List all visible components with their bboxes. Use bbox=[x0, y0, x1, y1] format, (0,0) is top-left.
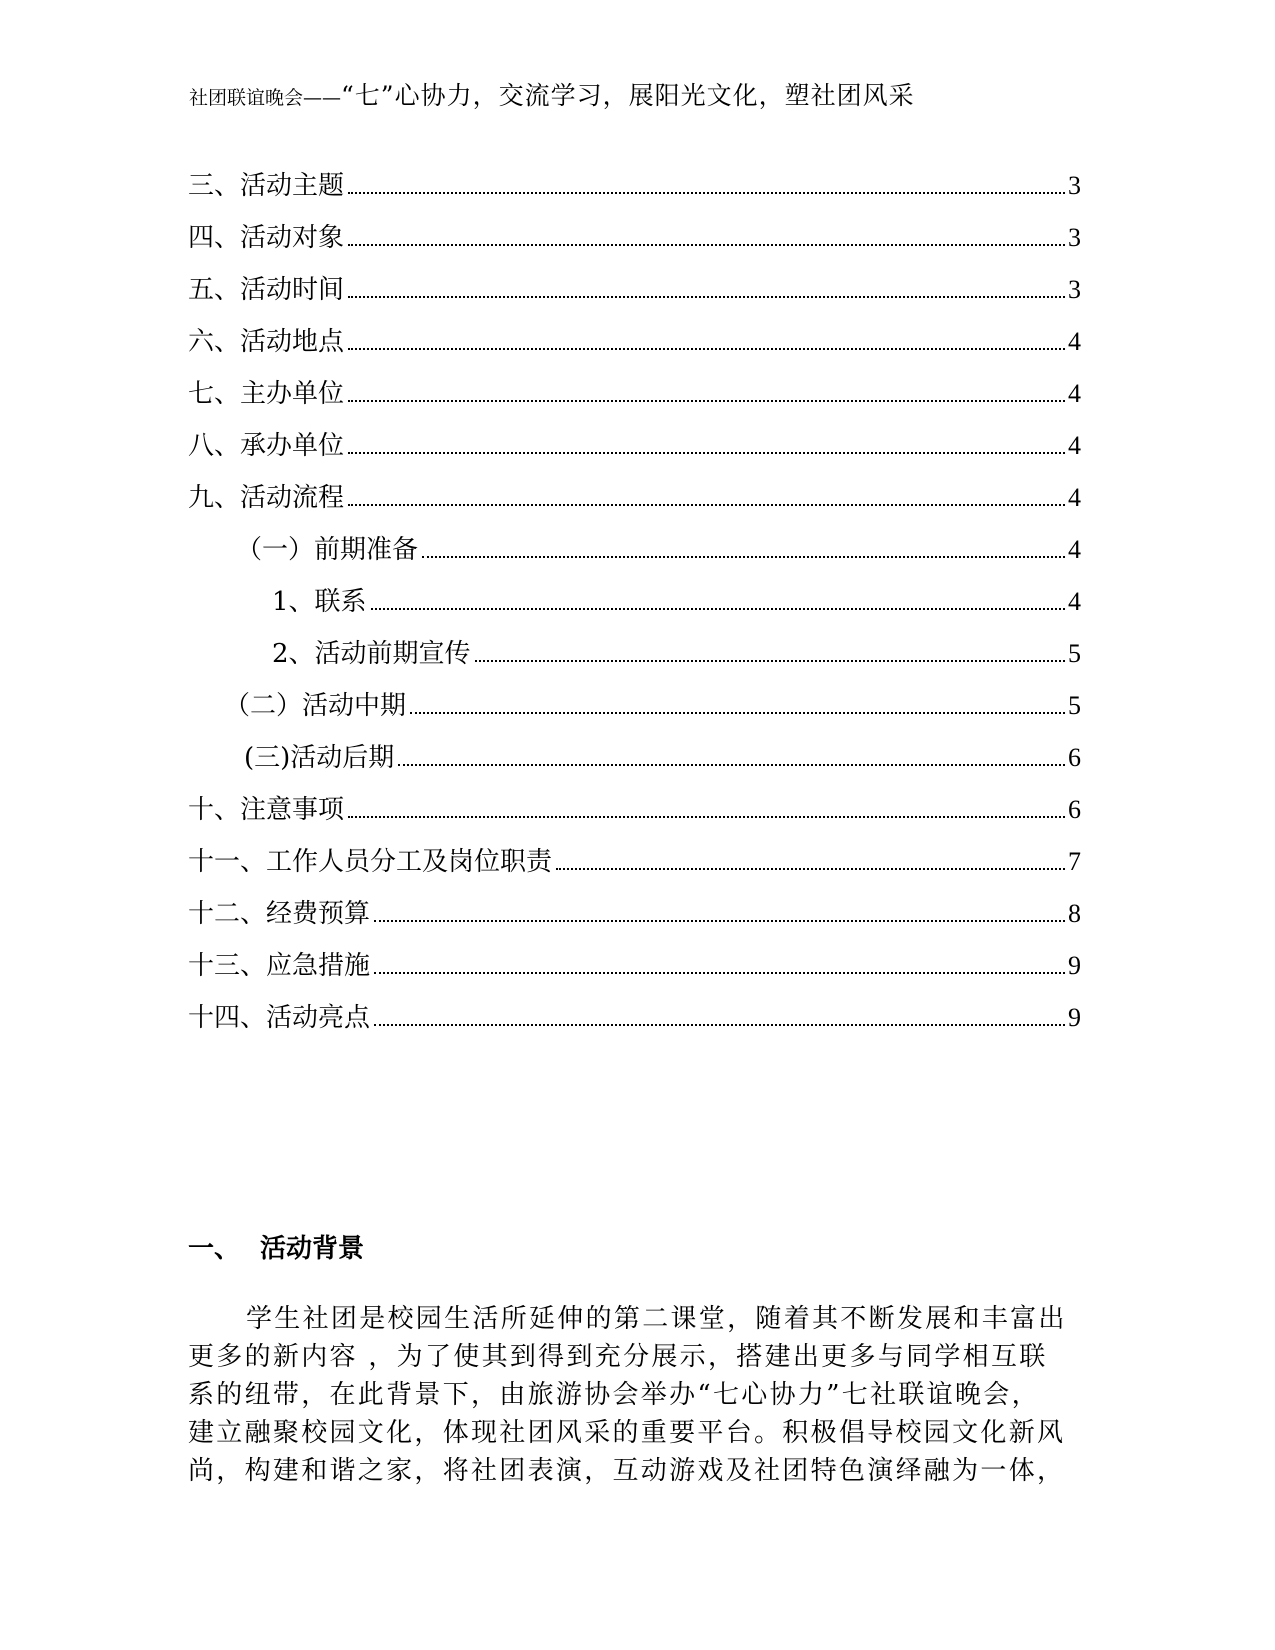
toc-leader-dots bbox=[348, 348, 1065, 350]
header-prefix: 社团联谊晚会—— bbox=[189, 87, 342, 109]
toc-entry-page: 9 bbox=[1068, 1003, 1081, 1032]
toc-entry-label: 2、活动前期宣传 bbox=[272, 639, 471, 669]
table-of-contents bbox=[188, 160, 1081, 1044]
toc-entry[interactable] bbox=[188, 212, 1081, 264]
toc-entry-label: 十一、工作人员分工及岗位职责 bbox=[188, 847, 553, 877]
toc-leader-dots bbox=[374, 920, 1065, 922]
section-title: 活动背景 bbox=[260, 1234, 365, 1264]
toc-entry[interactable] bbox=[188, 732, 1081, 784]
toc-entry[interactable] bbox=[188, 524, 1081, 576]
toc-entry[interactable] bbox=[188, 368, 1081, 420]
body-paragraph bbox=[188, 1300, 1081, 1490]
toc-entry[interactable] bbox=[188, 160, 1081, 212]
toc-entry[interactable] bbox=[188, 264, 1081, 316]
toc-leader-dots bbox=[371, 608, 1065, 610]
toc-entry-page: 3 bbox=[1068, 171, 1081, 200]
toc-entry-page: 4 bbox=[1068, 431, 1081, 460]
toc-entry-label: 三、活动主题 bbox=[188, 171, 345, 201]
toc-leader-dots bbox=[475, 660, 1065, 662]
toc-leader-dots bbox=[348, 504, 1065, 506]
toc-entry-label: 五、活动时间 bbox=[188, 275, 345, 305]
toc-leader-dots bbox=[348, 296, 1065, 298]
toc-leader-dots bbox=[374, 972, 1065, 974]
paragraph-line: 学生社团是校园生活所延伸的第二课堂，随着其不断发展和丰富出 bbox=[246, 1304, 1067, 1334]
toc-entry-label: 十三、应急措施 bbox=[188, 951, 371, 981]
toc-entry[interactable] bbox=[188, 420, 1081, 472]
toc-entry-label: （二）活动中期 bbox=[224, 691, 407, 721]
toc-entry-label: 十、注意事项 bbox=[188, 795, 345, 825]
toc-entry[interactable] bbox=[188, 992, 1081, 1044]
toc-leader-dots bbox=[410, 712, 1065, 714]
toc-entry-label: 九、活动流程 bbox=[188, 483, 345, 513]
toc-entry[interactable] bbox=[188, 940, 1081, 992]
toc-entry-page: 8 bbox=[1068, 899, 1081, 928]
paragraph-line: 更多的新内容 ，为了使其到得到充分展示，搭建出更多与同学相互联 bbox=[188, 1342, 1048, 1372]
toc-entry-page: 9 bbox=[1068, 951, 1081, 980]
toc-entry[interactable] bbox=[188, 576, 1081, 628]
header-title: “七”心协力，交流学习，展阳光文化，塑社团风采 bbox=[341, 81, 915, 110]
toc-entry-page: 4 bbox=[1068, 483, 1081, 512]
toc-entry-page: 4 bbox=[1068, 327, 1081, 356]
toc-entry-page: 3 bbox=[1068, 275, 1081, 304]
toc-entry-label: 四、活动对象 bbox=[188, 223, 345, 253]
toc-entry[interactable] bbox=[188, 784, 1081, 836]
toc-entry[interactable] bbox=[188, 888, 1081, 940]
toc-entry-page: 5 bbox=[1068, 691, 1081, 720]
toc-entry-label: (三)活动后期 bbox=[244, 743, 395, 773]
toc-leader-dots bbox=[422, 556, 1065, 558]
toc-entry[interactable] bbox=[188, 680, 1081, 732]
toc-leader-dots bbox=[348, 452, 1065, 454]
toc-leader-dots bbox=[348, 400, 1065, 402]
toc-entry-label: （一）前期准备 bbox=[236, 535, 419, 565]
paragraph-line: 尚，构建和谐之家，将社团表演，互动游戏及社团特色演绎融为一体， bbox=[188, 1456, 1066, 1486]
section-heading bbox=[188, 1228, 364, 1265]
toc-entry[interactable] bbox=[188, 472, 1081, 524]
paragraph-line: 系的纽带，在此背景下，由旅游协会举办“七心协力”七社联谊晚会， bbox=[188, 1380, 1040, 1410]
toc-entry-page: 3 bbox=[1068, 223, 1081, 252]
toc-entry-page: 6 bbox=[1068, 795, 1081, 824]
toc-entry-page: 4 bbox=[1068, 587, 1081, 616]
toc-entry-label: 八、承办单位 bbox=[188, 431, 345, 461]
toc-leader-dots bbox=[556, 868, 1065, 870]
toc-leader-dots bbox=[348, 816, 1065, 818]
toc-leader-dots bbox=[348, 192, 1065, 194]
toc-entry[interactable] bbox=[188, 628, 1081, 680]
section-number: 一、 bbox=[188, 1234, 241, 1264]
page-header bbox=[189, 76, 1089, 112]
paragraph-line: 建立融聚校园文化，体现社团风采的重要平台。积极倡导校园文化新风 bbox=[188, 1418, 1066, 1448]
toc-leader-dots bbox=[348, 244, 1065, 246]
toc-entry-label: 十四、活动亮点 bbox=[188, 1003, 371, 1033]
toc-entry-page: 6 bbox=[1068, 743, 1081, 772]
toc-entry-label: 七、主办单位 bbox=[188, 379, 345, 409]
toc-leader-dots bbox=[398, 764, 1065, 766]
toc-entry-page: 4 bbox=[1068, 535, 1081, 564]
toc-entry-label: 十二、经费预算 bbox=[188, 899, 371, 929]
toc-entry-page: 5 bbox=[1068, 639, 1081, 668]
toc-entry-label: 1、联系 bbox=[272, 587, 367, 617]
toc-entry-page: 7 bbox=[1068, 847, 1081, 876]
toc-entry[interactable] bbox=[188, 836, 1081, 888]
toc-entry-page: 4 bbox=[1068, 379, 1081, 408]
toc-entry[interactable] bbox=[188, 316, 1081, 368]
toc-entry-label: 六、活动地点 bbox=[188, 327, 345, 357]
toc-leader-dots bbox=[374, 1024, 1065, 1026]
